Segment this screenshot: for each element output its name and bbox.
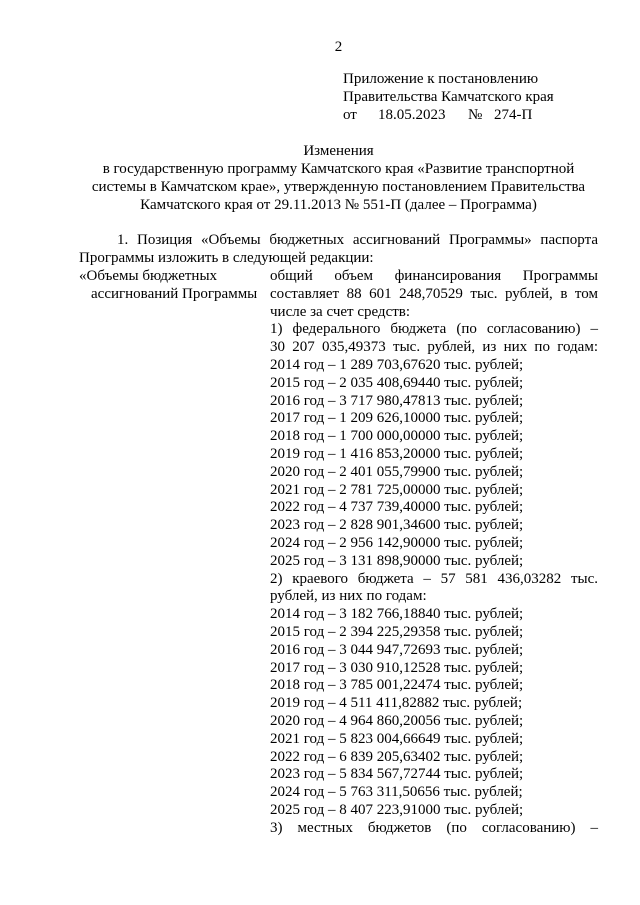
label-line-1: «Объемы бюджетных: [79, 268, 218, 284]
federal-year-2023: 2023 год – 2 828 901,34600 тыс. рублей;: [270, 517, 524, 534]
appendix-date-line: [343, 106, 623, 124]
federal-year-2025: 2025 год – 3 131 898,90000 тыс. рублей;: [270, 552, 524, 569]
label-line-2: ассигнований Программы: [91, 285, 258, 302]
document-title: [79, 142, 598, 214]
title-line-3: Камчатского края от 29.11.2013 № 551-П (далее – Программа): [140, 197, 537, 213]
federal-year-2020: 2020 год – 2 401 055,79900 тыс. рублей;: [270, 463, 524, 480]
federal-year-2017: 2017 год – 1 209 626,10000 тыс. рублей;: [270, 410, 524, 427]
federal-year-2016: 2016 год – 3 717 980,47813 тыс. рублей;: [270, 392, 524, 409]
regional-year-2018: 2018 год – 3 785 001,22474 тыс. рублей;: [270, 677, 524, 694]
title-heading: Изменения: [303, 143, 374, 159]
title-line-2: системы в Камчатском крае», утвержденную постановлением Правительства: [91, 179, 586, 195]
resolution-date: 18.05.2023: [378, 107, 446, 123]
regional-year-2025: 2025 год – 8 407 223,91000 тыс. рублей;: [270, 801, 524, 818]
date-prefix: от: [343, 107, 357, 123]
federal-year-2014: 2014 год – 1 289 703,67620 тыс. рублей;: [270, 356, 524, 373]
regional-year-2019: 2019 год – 4 511 411,82882 тыс. рублей;: [270, 695, 523, 712]
local-heading-line-1: 3) местных бюджетов (по согласованию) –: [270, 819, 598, 836]
federal-year-2022: 2022 год – 4 737 739,40000 тыс. рублей;: [270, 499, 524, 516]
regional-year-2023: 2023 год – 5 834 567,72744 тыс. рублей;: [270, 766, 524, 783]
passport-item-content: [270, 268, 598, 838]
regional-year-2024: 2024 год – 5 763 311,50656 тыс. рублей;: [270, 784, 523, 801]
federal-heading-line-1: 1) федерального бюджета (по согласованию) –: [270, 321, 598, 338]
federal-year-2015: 2015 год – 2 035 408,69440 тыс. рублей;: [270, 374, 524, 391]
total-line-3: числе за счет средств:: [270, 303, 411, 320]
appendix-header: [343, 70, 623, 124]
regional-year-2016: 2016 год – 3 044 947,72693 тыс. рублей;: [270, 641, 524, 658]
federal-year-2021: 2021 год – 2 781 725,00000 тыс. рублей;: [270, 481, 524, 498]
regional-year-2015: 2015 год – 2 394 225,29358 тыс. рублей;: [270, 623, 524, 640]
regional-year-2017: 2017 год – 3 030 910,12528 тыс. рублей;: [270, 659, 524, 676]
total-line-1: общий объем финансирования Программы: [270, 268, 598, 284]
paragraph-1-line-1: 1. Позиция «Объемы бюджетных ассигнований Программы» паспорта: [117, 232, 598, 248]
title-line-1: в государственную программу Камчатского края «Развитие транспортной: [102, 161, 575, 177]
federal-year-2024: 2024 год – 2 956 142,90000 тыс. рублей;: [270, 534, 524, 551]
appendix-line-1: Приложение к постановлению: [343, 71, 539, 87]
regional-year-2021: 2021 год – 5 823 004,66649 тыс. рублей;: [270, 730, 524, 747]
appendix-line-2: Правительства Камчатского края: [343, 89, 554, 105]
total-line-2: составляет 88 601 248,70529 тыс. рублей, в том: [270, 285, 598, 302]
number-sign: №: [468, 107, 483, 123]
regional-heading-line-1: 2) краевого бюджета – 57 581 436,03282 тыс.: [270, 570, 598, 587]
resolution-number: 274-П: [494, 107, 533, 123]
regional-year-2014: 2014 год – 3 182 766,18840 тыс. рублей;: [270, 606, 524, 623]
page-number: 2: [334, 39, 343, 55]
federal-heading-line-2: 30 207 035,49373 тыс. рублей, из них по годам:: [270, 339, 598, 356]
regional-heading-line-2: рублей, из них по годам:: [270, 588, 427, 605]
regional-year-2020: 2020 год – 4 964 860,20056 тыс. рублей;: [270, 712, 524, 729]
passport-item-label: [79, 268, 264, 304]
regional-year-2022: 2022 год – 6 839 205,63402 тыс. рублей;: [270, 748, 524, 765]
federal-year-2018: 2018 год – 1 700 000,00000 тыс. рублей;: [270, 428, 524, 445]
federal-year-2019: 2019 год – 1 416 853,20000 тыс. рублей;: [270, 445, 524, 462]
paragraph-1-line-2: Программы изложить в следующей редакции:: [79, 250, 374, 266]
